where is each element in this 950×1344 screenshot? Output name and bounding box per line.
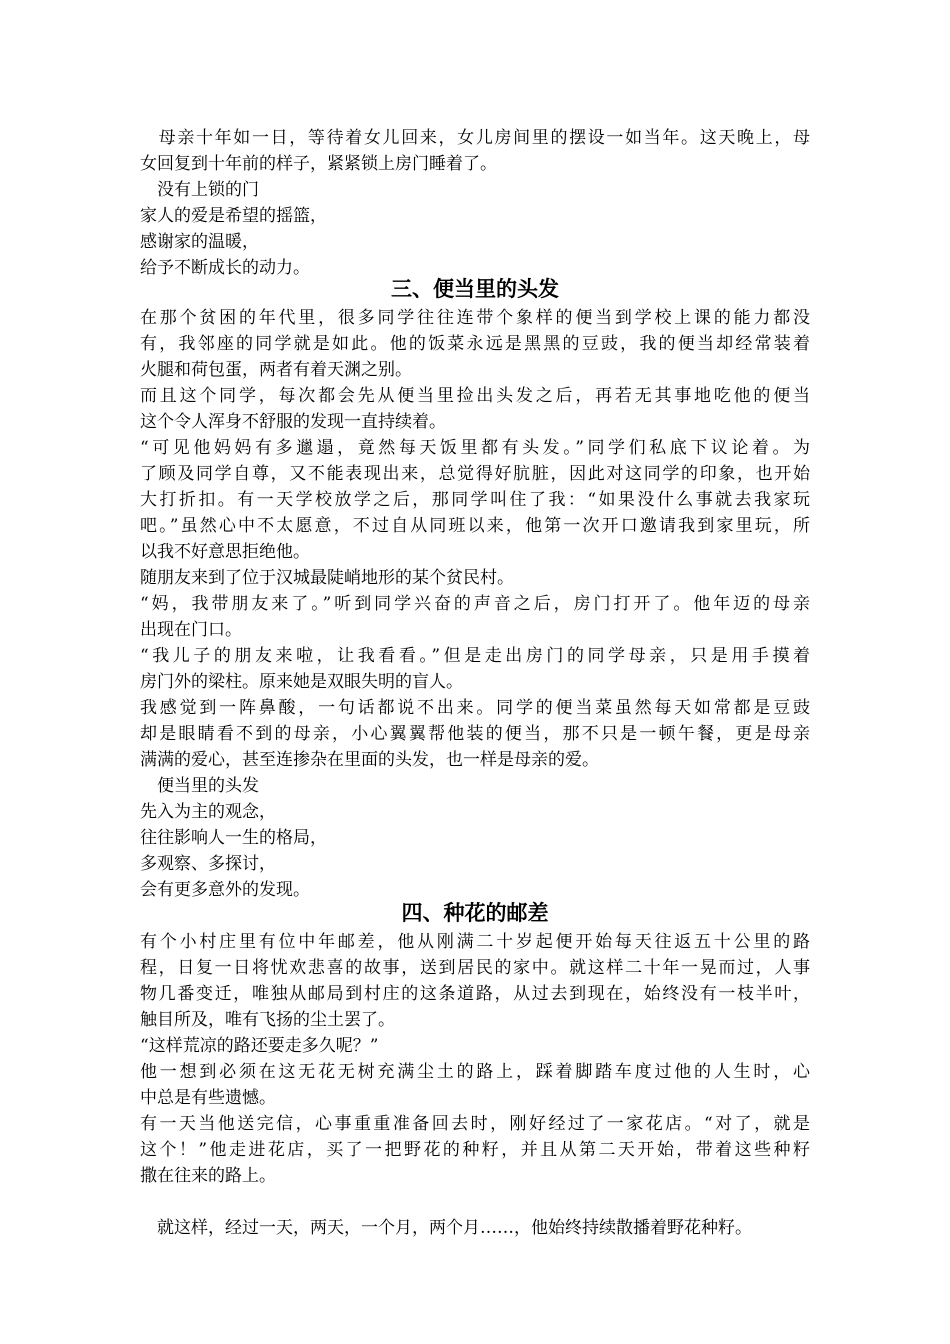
paragraph-line: 这个！”他走进花店，买了一把野花的种籽，并且从第二天开始，带着这些种籽: [140, 1140, 810, 1160]
paragraph-line: 房门外的梁柱。原来她是双眼失明的盲人。: [140, 672, 463, 692]
verse-line: 给予不断成长的动力。: [140, 258, 310, 278]
verse-line: 会有更多意外的发现。: [140, 880, 310, 900]
paragraph-line: “这样荒凉的路还要走多久呢？”: [140, 1036, 379, 1056]
paragraph-line: 这个令人浑身不舒服的发现一直持续着。: [140, 412, 446, 432]
paragraph-line: 就这样，经过一天，两天，一个月，两个月……，他始终持续散播着野花种籽。: [140, 1218, 752, 1238]
paragraph-line: 母亲十年如一日，等待着女儿回来，女儿房间里的摆设一如当年。这天晚上，母: [140, 128, 810, 148]
verse-title: 没有上锁的门: [140, 180, 259, 200]
paragraph-line: 触目所及，唯有飞扬的尘土罢了。: [140, 1010, 395, 1030]
section-heading: 四、种花的邮差: [401, 901, 549, 925]
verse-line: 感谢家的温暖，: [140, 232, 259, 252]
paragraph-line: 以我不好意思拒绝他。: [140, 542, 310, 562]
verse-line: 往往影响人一生的格局，: [140, 828, 327, 848]
paragraph-line: 程，日复一日将忧欢悲喜的故事，送到居民的家中。就这样二十年一晃而过，人事: [140, 958, 810, 978]
paragraph-line: 大打折扣。有一天学校放学之后，那同学叫住了我：“如果没什么事就去我家玩: [140, 490, 810, 510]
paragraph-line: 他一想到必须在这无花无树充满尘土的路上，踩着脚踏车度过他的人生时，心: [140, 1062, 810, 1082]
paragraph-line: 中总是有些遗憾。: [140, 1088, 276, 1108]
verse-title: 便当里的头发: [140, 776, 259, 796]
paragraph-line: 我感觉到一阵鼻酸，一句话都说不出来。同学的便当菜虽然每天如常都是豆豉: [140, 698, 810, 718]
paragraph-line: 却是眼睛看不到的母亲，小心翼翼帮他装的便当，那不只是一顿午餐，更是母亲: [140, 724, 810, 744]
paragraph-line: 吧。”虽然心中不太愿意，不过自从同班以来，他第一次开口邀请我到家里玩，所: [140, 516, 810, 536]
paragraph-line: 满满的爱心，甚至连掺杂在里面的头发，也一样是母亲的爱。: [140, 750, 599, 770]
paragraph-line: 出现在门口。: [140, 620, 242, 640]
verse-line: 多观察、多探讨，: [140, 854, 276, 874]
paragraph-line: 有，我邻座的同学就是如此。他的饭菜永远是黑黑的豆豉，我的便当却经常装着: [140, 334, 810, 354]
paragraph-line: 女回复到十年前的样子，紧紧锁上房门睡着了。: [140, 154, 497, 174]
verse-line: 先入为主的观念，: [140, 802, 276, 822]
paragraph-line: 随朋友来到了位于汉城最陡峭地形的某个贫民村。: [140, 568, 514, 588]
paragraph-line: 了顾及同学自尊，又不能表现出来，总觉得好肮脏，因此对这同学的印象，也开始: [140, 464, 810, 484]
paragraph-line: 有一天当他送完信，心事重重准备回去时，刚好经过了一家花店。“对了，就是: [140, 1114, 810, 1134]
paragraph-line: “妈，我带朋友来了。”听到同学兴奋的声音之后，房门打开了。他年迈的母亲: [140, 594, 810, 614]
paragraph-line: 在那个贫困的年代里，很多同学往往连带个象样的便当到学校上课的能力都没: [140, 308, 810, 328]
paragraph-line: “我儿子的朋友来啦，让我看看。”但是走出房门的同学母亲，只是用手摸着: [140, 646, 810, 666]
paragraph-line: “可见他妈妈有多邋遢，竟然每天饭里都有头发。”同学们私底下议论着。为: [140, 438, 810, 458]
verse-line: 家人的爱是希望的摇篮，: [140, 206, 327, 226]
paragraph-line: 有个小村庄里有位中年邮差，他从刚满二十岁起便开始每天往返五十公里的路: [140, 932, 810, 952]
paragraph-line: 火腿和荷包蛋，两者有着天渊之别。: [140, 360, 412, 380]
section-heading: 三、便当里的头发: [391, 277, 559, 301]
paragraph-line: 撒在往来的路上。: [140, 1166, 276, 1186]
paragraph-line: 而且这个同学，每次都会先从便当里捡出头发之后，再若无其事地吃他的便当: [140, 386, 810, 406]
paragraph-line: 物几番变迁，唯独从邮局到村庄的这条道路，从过去到现在，始终没有一枝半叶，: [140, 984, 810, 1004]
